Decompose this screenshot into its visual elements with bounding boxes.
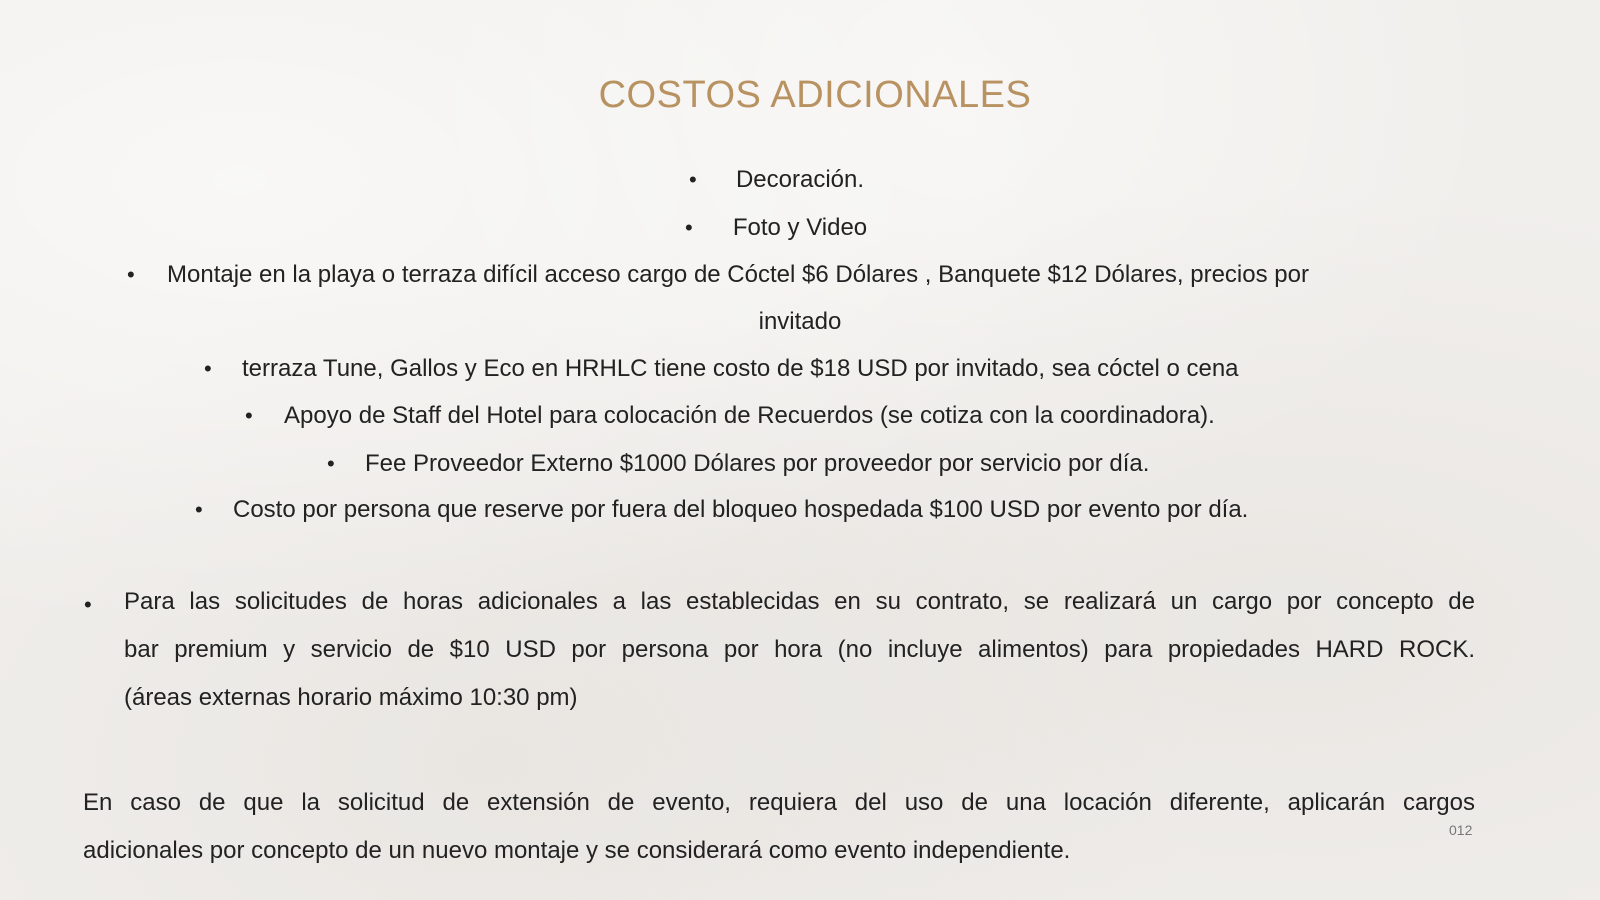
bullet-icon: • <box>685 215 693 240</box>
bullet-icon: • <box>327 451 335 476</box>
list-item-apoyo-staff: Apoyo de Staff del Hotel para colocación de Recuerdos (se cotiza con la coordinadora). <box>284 402 1215 429</box>
bullet-icon: • <box>127 262 135 287</box>
list-item-costo-persona: Costo por persona que reserve por fuera del bloqueo hospedada $100 USD por evento por día. <box>233 496 1249 523</box>
bullet-icon: • <box>84 592 92 617</box>
page-number: 012 <box>1449 822 1473 838</box>
additional-hours-paragraph <box>124 578 1475 722</box>
event-extension-line-2: adicionales por concepto de un nuevo montaje y se considerará como evento independiente. <box>83 837 1071 864</box>
list-item-foto-video: Foto y Video <box>732 214 868 241</box>
list-item-montaje: Montaje en la playa o terraza difícil acceso cargo de Cóctel $6 Dólares , Banquete $12 Dólares, precios por <box>167 261 1309 288</box>
event-extension-line-1: En caso de que la solicitud de extensión de evento, requiera del uso de una locación diferente, aplicarán cargos <box>83 789 1475 816</box>
page-title: COSTOS ADICIONALES <box>598 74 1032 116</box>
bullet-icon: • <box>204 356 212 381</box>
bullet-icon: • <box>195 497 203 522</box>
list-item-fee-proveedor: Fee Proveedor Externo $1000 Dólares por proveedor por servicio por día. <box>365 450 1150 477</box>
additional-hours-line-3: (áreas externas horario máximo 10:30 pm) <box>124 684 578 711</box>
bullet-icon: • <box>245 403 253 428</box>
additional-hours-line-2: bar premium y servicio de $10 USD por persona por hora (no incluye alimentos) para propiedades HARD ROCK. <box>124 636 1475 663</box>
list-item-montaje-continuation: invitado <box>758 308 842 335</box>
list-item-terraza: terraza Tune, Gallos y Eco en HRHLC tiene costo de $18 USD por invitado, sea cóctel o cena <box>242 355 1239 382</box>
additional-hours-line-1: Para las solicitudes de horas adicionales a las establecidas en su contrato, se realizará un cargo por concepto de <box>124 588 1475 615</box>
list-item-decoracion: Decoración. <box>735 166 865 193</box>
bullet-icon: • <box>689 167 697 192</box>
event-extension-paragraph <box>83 779 1475 875</box>
